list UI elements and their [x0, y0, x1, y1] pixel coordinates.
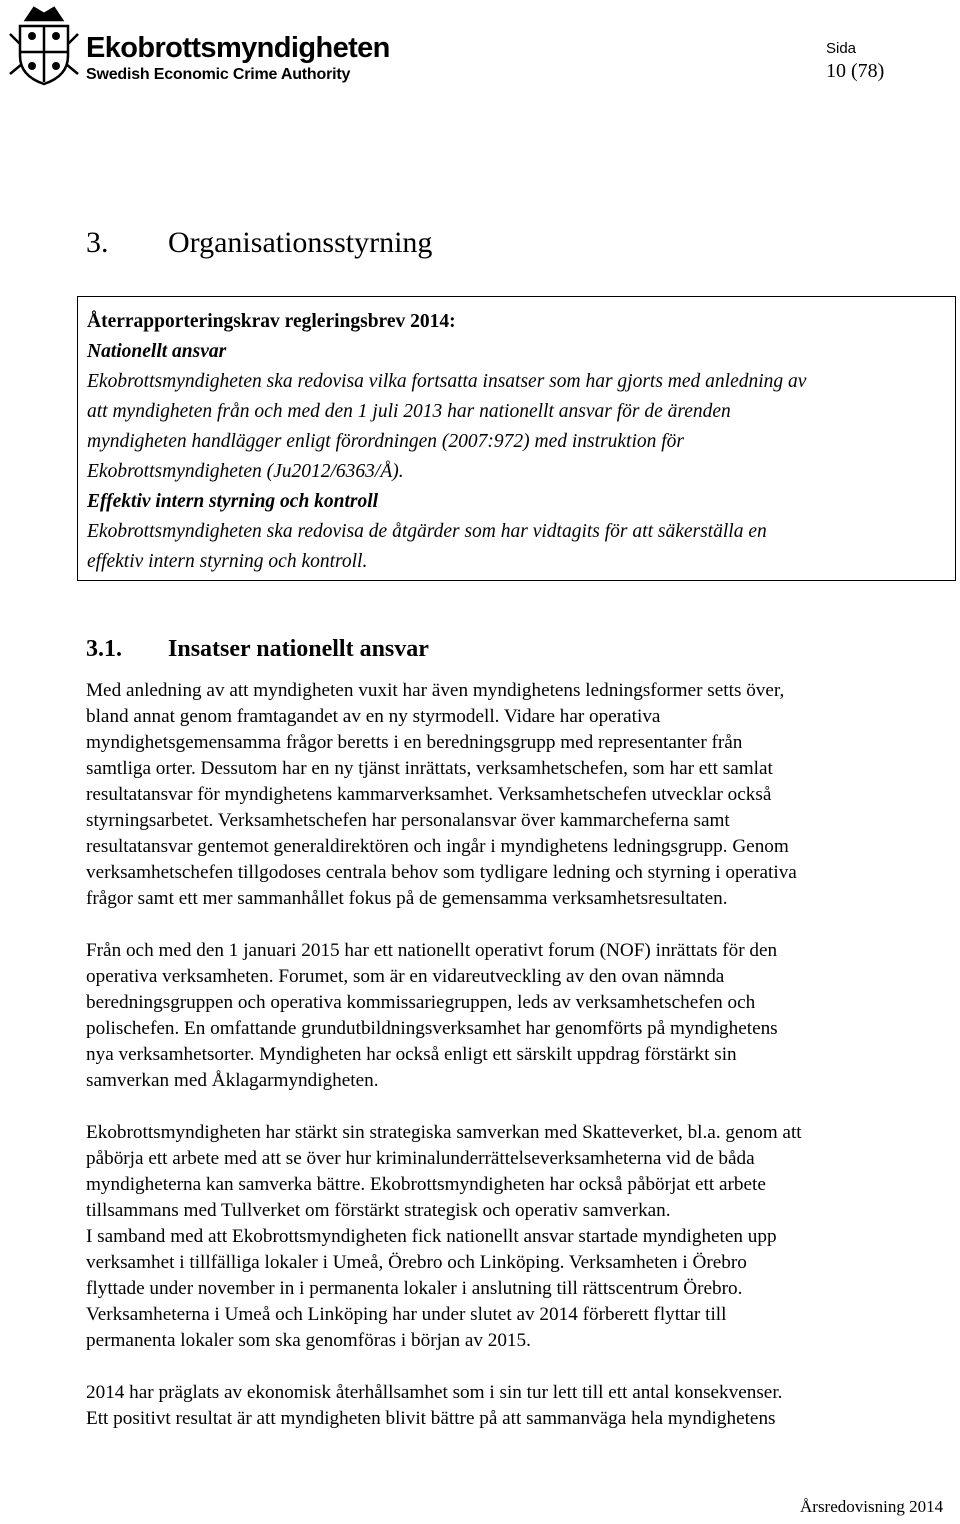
section-number: 3. [86, 226, 109, 259]
coat-of-arms-icon [6, 4, 82, 88]
box-line: myndigheten handlägger enligt förordningen (2007:972) med instruktion för [87, 431, 685, 452]
agency-logo [6, 4, 390, 90]
subsection-number: 3.1. [86, 636, 122, 662]
box-line: att myndigheten från och med den 1 juli 2013 har nationellt ansvar för de ärenden [87, 401, 731, 422]
box-subheading-control: Effektiv intern styrning och kontroll [87, 491, 379, 512]
section-heading [86, 226, 432, 260]
page-label: Sida [826, 40, 857, 57]
logo-subtitle: Swedish Economic Crime Authority [86, 66, 351, 83]
paragraph-5: 2014 har präglats av ekonomisk återhållsamhet som i sin tur lett till ett antal konsekvenser. Ett positivt resultat är att myndigheten blivit bättre på att sammanväga hela myndighetens [86, 1382, 783, 1429]
subsection-heading [86, 636, 429, 663]
subsection-title: Insatser nationellt ansvar [168, 636, 429, 662]
section-title: Organisationsstyrning [168, 226, 433, 259]
paragraph-4: I samband med att Ekobrottsmyndigheten fick nationellt ansvar startade myndigheten upp verksamhet i tillfälliga lokaler i Umeå, Örebro och Linköping. Verksamheten i Örebro flyttade under november in i permanenta lokaler i anslutning till rättscentrum Örebro. Verksamheterna i Umeå och Linköping har under slutet av 2014 förberett flyttar till permanenta lokaler som ska genomföras i början av 2015. [86, 1226, 777, 1351]
paragraph-1: Med anledning av att myndigheten vuxit har även myndighetens ledningsformer setts över, bland annat genom framtagandet av en ny styrmodell. Vidare har operativa myndighetsgemensamma frågor beretts i en beredningsgrupp med representanter från samtliga orter. Dessutom har en ny tjänst inrättats, verksamhetschefen, som har ett samlat resultatansvar för myndighetens kammarverksamhet. Verksamhetschefen utvecklar också styrningsarbetet. Verksamhetschefen har personalansvar över kammarcheferna samt resultatansvar gentemot generaldirektören och ingår i myndighetens ledningsgrupp. Genom verksamhetschefen tillgodoses centrala behov som tydligare ledning och styrning i operativa frågor samt ett mer sammanhållet fokus på de gemensamma verksamhetsresultaten. [86, 680, 797, 909]
paragraph-3: Ekobrottsmyndigheten har stärkt sin strategiska samverkan med Skatteverket, bl.a. genom att påbörja ett arbete med att se över hur kriminalunderrättelseverksamheterna vid de båda myndigheterna kan samverka bättre. Ekobrottsmyndigheten har också påbörjat ett arbete tillsammans med Tullverket om förstärkt strategisk och operativ samverkan. [86, 1122, 802, 1221]
paragraph-2: Från och med den 1 januari 2015 har ett nationellt operativt forum (NOF) inrättats för den operativa verksamheten. Forumet, som är en vidareutveckling av den ovan nämnda beredningsgruppen och operativa kommissariegruppen, leds av verksamhetschefen och polischefen. En omfattande grundutbildningsverksamhet har genomförts på myndighetens nya verksamhetsorter. Myndigheten har också enligt ett särskilt uppdrag förstärkt sin samverkan med Åklagarmyndigheten. [86, 940, 778, 1091]
box-line: Ekobrottsmyndigheten ska redovisa de åtgärder som har vidtagits för att säkerställa en [87, 521, 767, 542]
logo-name: Ekobrottsmyndigheten [86, 32, 390, 64]
box-heading: Återrapporteringskrav regleringsbrev 2014: [87, 311, 456, 332]
body-text [86, 678, 942, 1458]
box-subheading-national: Nationellt ansvar [87, 341, 227, 362]
box-line: effektiv intern styrning och kontroll. [87, 551, 368, 572]
footer-text: Årsredovisning 2014 [800, 1497, 944, 1516]
box-line: Ekobrottsmyndigheten ska redovisa vilka fortsatta insatser som har gjorts med anledning av [87, 371, 807, 392]
box-line: Ekobrottsmyndigheten (Ju2012/6363/Å). [87, 461, 404, 482]
requirements-box [77, 296, 956, 581]
page-number: 10 (78) [826, 60, 885, 82]
